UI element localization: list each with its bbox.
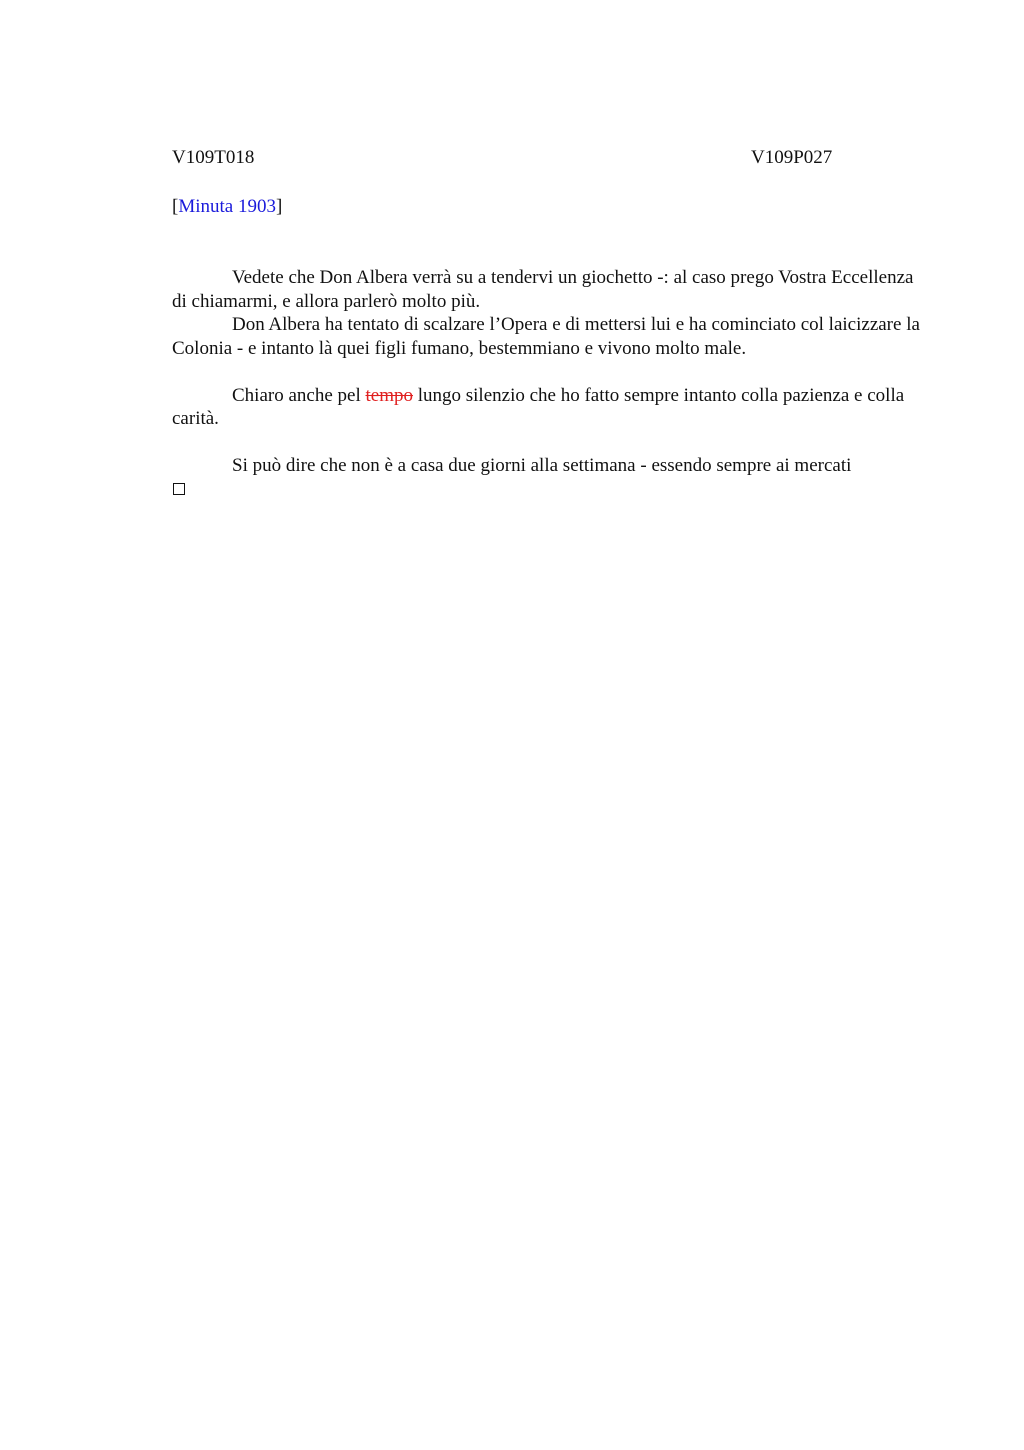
paragraph-2: Don Albera ha tentato di scalzare l’Opera e di mettersi lui e ha cominciato col laicizzare la Colonia - e intanto là quei figli fumano, bestemmiano e vivono molto male. — [172, 314, 920, 359]
heading-close-bracket: ] — [275, 196, 283, 217]
paragraph-3 — [172, 384, 922, 431]
paragraph-4: Si può dire che non è a casa due giorni alla settimana - essendo sempre ai mercati — [232, 455, 852, 476]
document-heading — [172, 196, 282, 218]
paragraph-1: Vedete che Don Albera verrà su a tendervi un giochetto -: al caso prego Vostra Eccellenza di chiamarmi, e allora parlerò molto più. — [172, 267, 914, 312]
deleted-word: tempo — [365, 384, 413, 406]
paragraph-3-after: lungo silenzio che ho fatto sempre intanto colla pazienza e colla carità. — [172, 384, 905, 429]
square-icon — [173, 483, 185, 495]
document-code-right: V109P027 — [751, 147, 833, 168]
document-code-left: V109T018 — [172, 147, 255, 168]
document-body — [172, 266, 922, 478]
heading-label: Minuta 1903 — [178, 196, 276, 217]
heading-open-bracket: [ — [172, 196, 179, 217]
paragraph-3-before: Chiaro anche pel — [232, 384, 366, 406]
